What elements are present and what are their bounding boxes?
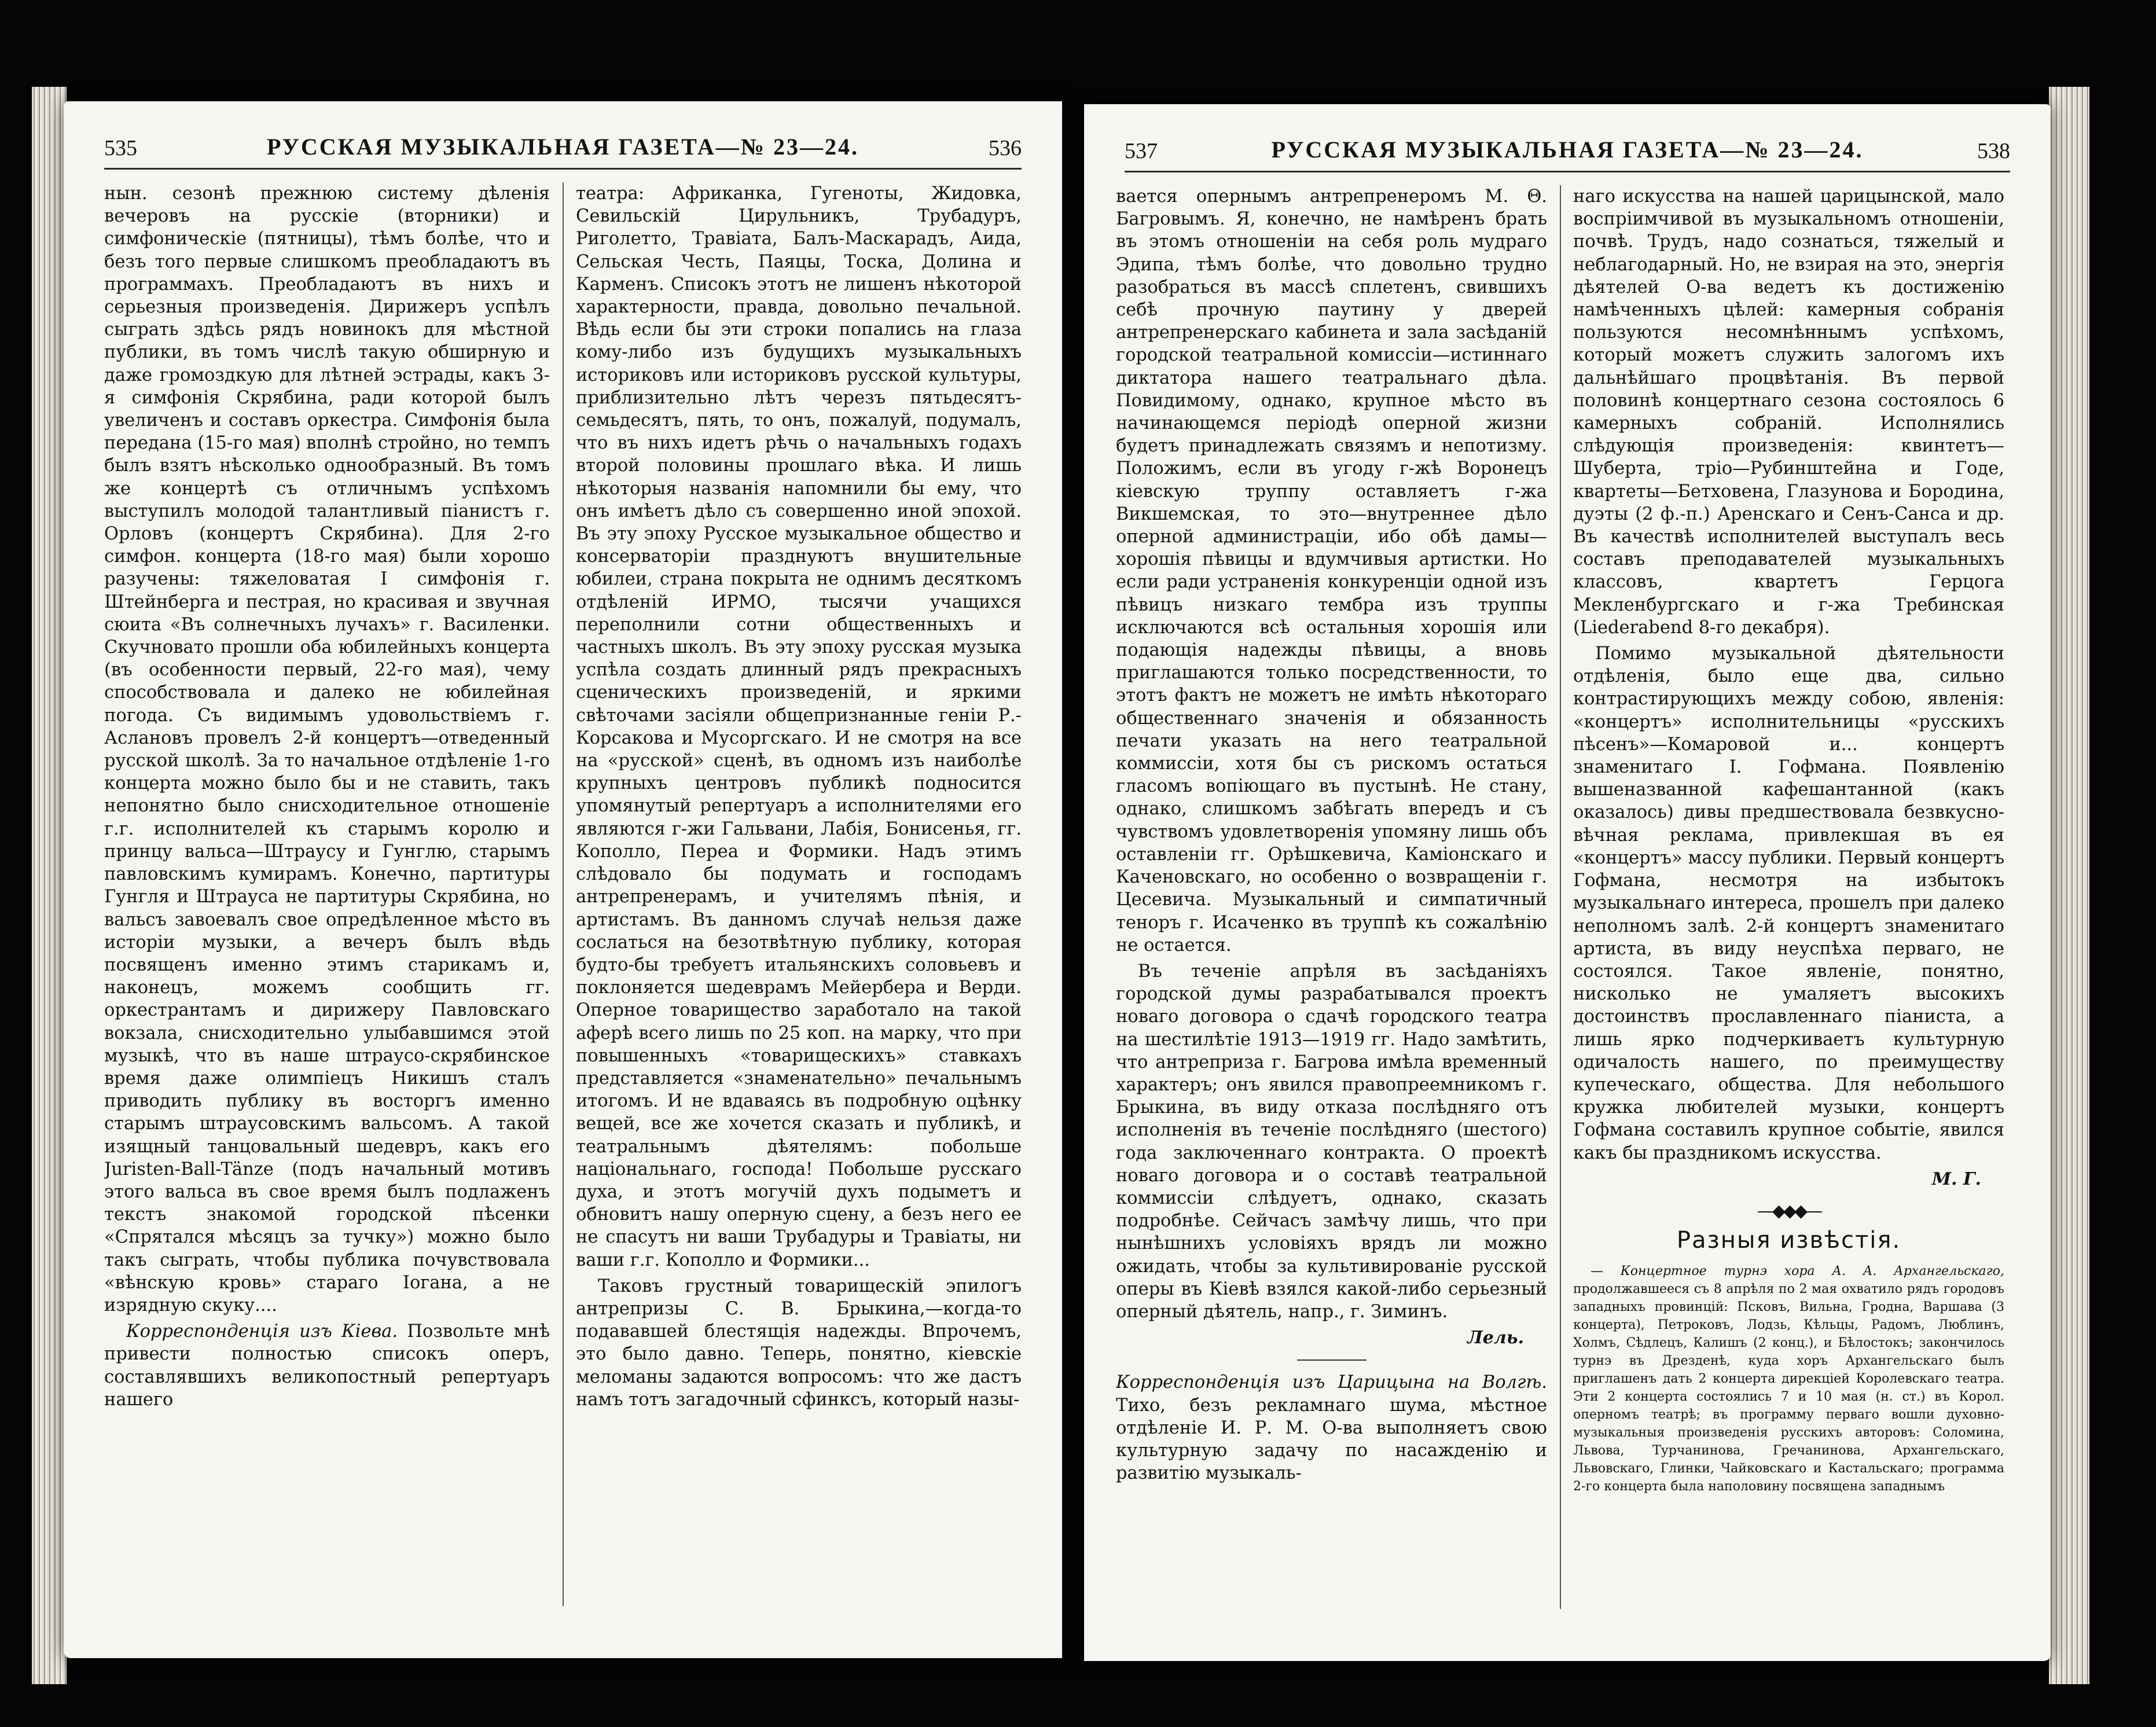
paragraph: Помимо музыкальной дѣятельности отдѣленія, было еще два, сильно контрастирующихъ между собою, явленія: «концертъ» исполнительницы «русскихъ пѣсенъ»—Комаровой и... концертъ знаменитаго І. Гофмана. Появленію вышеназванной кафешантанной (какъ оказалось) дивы предшествовала безвкусно-вѣчная реклама, привлекшая въ ея «концертъ» массу публики. Первый концертъ Гофмана, несмотря на избытокъ музыкальнаго интереса, прошелъ при далеко неполномъ залѣ. 2-й концертъ знаменитаго артиста, въ виду неуспѣха перваго, не состоялся. Такое явленіе, понятно, нисколько не умаляетъ высокихъ достоинствъ прославленнаго піаниста, а лишь ярко подчеркиваетъ культурную одичалость нашего, по преимуществу купеческаго, общества. Для небольшого кружка любителей музыки, концертъ Гофмана составилъ крупное событіе, явился какъ бы праздникомъ искусства. bbox=[1573, 644, 2004, 1163]
paragraph: вается опернымъ антрепренеромъ М. Θ. Багровымъ. Я, конечно, не намѣренъ брать въ этомъ отношеніи на себя роль мудраго Эдипа, тѣмъ болѣе, что довольно трудно разобраться въ массѣ сплетенъ, свившихъ себѣ прочную паутину у дверей антрепренерскаго кабинета и зала засѣданій городской театральной комиссіи—истиннаго диктатора нашего театральнаго дѣла. Повидимому, однако, крупное мѣсто въ начинающемся періодѣ оперной жизни будетъ принадлежать связямъ и непотизму. Положимъ, если въ угоду г-жѣ Воронецъ кіевскую труппу оставляетъ г-жа Викшемская, то это—внутреннее дѣло оперной администраціи, ибо обѣ дамы—хорошія пѣвицы и вдумчивыя артистки. Но если ради устраненія конкуренціи одной изъ пѣвицъ низкаго тембра изъ труппы исключаются всѣ остальныя хорошія или подающія надежды пѣвицы, а вновь приглашаются только посредственности, то этотъ фактъ не можетъ не имѣть нѣкотораго общественнаго значенія и обязанность печати указать на него театральной коммиссіи, хотя бы съ рискомъ остаться гласомъ вопіющаго въ пустынѣ. Не стану, однако, слишкомъ забѣгать впередъ и съ чувствомъ удовлетворенія упомяну лишь объ оставленіи гг. Орѣшкевича, Каміонскаго и Каченовскаго, но особенно о возвращеніи г. Цесевича. Музыкальный и симпатичный теноръ г. Исаченко въ труппѣ къ сожалѣнію не остается. bbox=[1116, 186, 1547, 956]
right-page-edge bbox=[2049, 87, 2089, 1684]
section-rule bbox=[1297, 1359, 1367, 1361]
column-3 bbox=[1116, 185, 1547, 1621]
masthead: РУССКАЯ МУЗЫКАЛЬНАЯ ГАЗЕТА—№ 23—24. bbox=[1271, 137, 1864, 163]
paragraph: Таковъ грустный товарищескій эпилогъ антрепризы С. В. Брыкина,—когда-то подававшей блестящія надежды. Впрочемъ, это было давно. Теперь, понятно, кіевскіе меломаны задаются вопросомъ: что же дастъ намъ тотъ загадочный сфинксъ, который назы- bbox=[576, 1276, 1022, 1410]
column-1 bbox=[104, 182, 550, 1618]
left-page-edge bbox=[32, 87, 67, 1684]
section-title: Разныя извѣстія. bbox=[1676, 1227, 1901, 1254]
news-block bbox=[1573, 1262, 2004, 1495]
paragraph: Въ теченіе апрѣля въ засѣданіяхъ городской думы разрабатывался проектъ новаго договора о сдачѣ городского театра на шестилѣтіе 1913—1919 гг. Надо замѣтить, что антреприза г. Багрова имѣла временный характеръ; онъ явился правопреемникомъ г. Брыкина, въ виду отказа послѣдняго отъ исполненія въ теченіе послѣдняго (шестого) года заключеннаго контракта. О проектѣ новаго договора и о составѣ театральной коммиссіи слѣдуетъ, однако, сказать подробнѣе. Сейчасъ замѣчу лишь, что при нынѣшнихъ условіяхъ врядъ ли можно ожидать, чтобы за культивированіе русской оперы въ Кіевѣ взялся какой-либо серьезный оперный дѣятель, напр., г. Зиминъ. bbox=[1116, 961, 1547, 1322]
column-divider bbox=[1560, 185, 1561, 1609]
page-number: 538 bbox=[1977, 139, 2010, 163]
column-2 bbox=[576, 182, 1022, 1618]
right-page bbox=[1084, 104, 2051, 1661]
correspondence-title: Корреспонденція изъ Царицына на Волгѣ. bbox=[1116, 1372, 1547, 1393]
news-text: продолжавшееся съ 8 апрѣля по 2 мая охватило рядъ городовъ западныхъ провинцій: Псковъ, Вильна, Гродна, Варшава (3 концерта), Петроковъ, Лодзь, Кѣльцы, Радомъ, Люблинъ, Холмъ, Сѣдлецъ, Калишъ (2 конц.), и Бѣлостокъ; закончилось турнэ въ Дрезденѣ, куда хоръ Архангельскаго былъ приглашенъ дать 2 концерта дирекціей Королевскаго театра. Эти 2 концерта состоялись 7 и 10 мая (н. ст.) въ Корол. оперномъ театрѣ; въ программу перваго вошли духовно-музыкальныя произведенія русскихъ авторовъ: Соломина, Львова, Турчанинова, Гречанинова, Архангельскаго, Львовскаго, Глинки, Чайковскаго и Кастальскаго; программа 2-го концерта была наполовину посвящена западнымъ bbox=[1573, 1282, 2004, 1494]
signature: М. Г. bbox=[1931, 1169, 1981, 1189]
news-item bbox=[1573, 1262, 2004, 1495]
left-page bbox=[64, 101, 1062, 1658]
signature: Лель. bbox=[1467, 1328, 1524, 1348]
paragraph bbox=[104, 1320, 550, 1411]
correspondence-title: Корреспонденція изъ Кіева. bbox=[126, 1321, 398, 1342]
ornament-divider: —◆◆◆— bbox=[1757, 1200, 1821, 1221]
paragraph-text: Позвольте мнѣ привести полностью списокъ оперъ, составлявшихъ великопостный репертуаръ нашего bbox=[104, 1321, 550, 1410]
paragraph-text: Тихо, безъ рекламнаго шума, мѣстное отдѣленіе И. Р. М. О-ва выполняетъ свою культурную задачу по насажденію и развитію музыкаль- bbox=[1116, 1395, 1547, 1484]
column-divider bbox=[563, 182, 564, 1606]
column-4 bbox=[1573, 185, 2004, 1621]
page-header bbox=[104, 133, 1022, 170]
page-number: 536 bbox=[989, 136, 1022, 160]
page-header bbox=[1125, 136, 2010, 172]
news-lead: — Концертное турнэ хора А. А. Архангельскаго, bbox=[1591, 1264, 2004, 1279]
paragraph: театра: Африканка, Гугеноты, Жидовка, Севильскій Цирульникъ, Трубадуръ, Риголетто, Травіата, Балъ-Маскарадъ, Аида, Сельская Честь, Паяцы, Тоска, Долина и Карменъ. Списокъ этотъ не лишенъ нѣкоторой характерности, правда, довольно печальной. Вѣдь если бы эти строки попались на глаза кому-либо изъ будущихъ музыкальныхъ историковъ или историковъ русской культуры, приблизительно лѣтъ черезъ пятьдесятъ-семьдесятъ, пять, то онъ, пожалуй, подумалъ, что въ нихъ идетъ рѣчь о начальныхъ годахъ второй половины прошлаго вѣка. И лишь нѣкоторыя названія напомнили бы ему, что онъ имѣетъ дѣло съ совершенно иной эпохой. Въ эту эпоху Русское музыкальное общество и консерваторіи празднуютъ внушительные юбилеи, страна покрыта не однимъ десяткомъ отдѣленій ИРМО, тысячи учащихся переполнили сотни общественныхъ и частныхъ школъ. Въ эту эпоху русская музыка успѣла создать длинный рядъ прекрасныхъ сценическихъ произведеній, и яркими свѣточами засіяли общепризнанные геніи Р.-Корсакова и Мусоргскаго. И не смотря на все на «русской» сценѣ, въ одномъ изъ наиболѣе крупныхъ центровъ публикѣ подносится упомянутый репертуаръ а исполнителями его являются г-жи Гальвани, Лабія, Бонисенья, гг. Кополло, Переа и Формики. Надъ этимъ слѣдовало бы подумать и господамъ антрепренерамъ, и учителямъ пѣнія, и артистамъ. Въ данномъ случаѣ нельзя даже сослаться на безотвѣтную публику, которая будто-бы требуетъ итальянскихъ соловьевъ и поклоняется шедеврамъ Мейербера и Верди. Оперное товарищество заработало на такой аферѣ всего лишь по 25 коп. на марку, что при повышенныхъ «товарищескихъ» ставкахъ представляется «знаменательно» печальнымъ итогомъ. И не вдаваясь въ подробную оцѣнку вещей, все же хочется сказать и публикѣ, и театральнымъ дѣятелямъ: побольше національнаго, господа! Побольше русскаго духа, и этотъ могучій духъ подыметъ и обновитъ нашу оперную сцену, а безъ него ее не спасутъ ни ваши Трубадуры и Травіаты, ни ваши г.г. Кополло и Формики... bbox=[576, 183, 1022, 1270]
paragraph: наго искусства на нашей царицынской, мало воспріимчивой въ музыкальномъ отношеніи, почвѣ. Трудъ, надо сознаться, тяжелый и неблагодарный. Но, не взирая на это, энергія дѣятелей О-ва ведетъ къ достиженію намѣченныхъ цѣлей: камерныя собранія пользуются несомнѣннымъ успѣхомъ, который можетъ служить залогомъ ихъ дальнѣйшаго процвѣтанія. Въ первой половинѣ концертнаго сезона состоялось 6 камерныхъ собраній. Исполнялись слѣдующія произведенія: квинтетъ—Шуберта, тріо—Рубинштейна и Годе, квартеты—Бетховена, Глазунова и Бородина, дуэты (2 ф.-п.) Аренскаго и Сенъ-Санса и др. Въ качествѣ исполнителей выступалъ весь составъ преподавателей музыкальныхъ классовъ, квартетъ Герцога Мекленбургскаго и г-жа Требинская (Liederabend 8-го декабря). bbox=[1573, 186, 2004, 638]
paragraph: нын. сезонѣ прежнюю систему дѣленія вечеровъ на русскіе (вторники) и симфоническіе (пятницы), тѣмъ болѣе, что и безъ того первые слишкомъ преобладаютъ въ программахъ. Преобладаютъ въ нихъ и серьезныя произведенія. Дирижеръ успѣлъ сыграть здѣсь рядъ новинокъ для мѣстной публики, въ томъ числѣ такую обширную и даже громоздкую для лѣтней эстрады, какъ 3-я симфонія Скрябина, ради которой былъ увеличенъ и составъ оркестра. Симфонія была передана (15-го мая) вполнѣ стройно, но темпъ былъ взятъ нѣсколько однообразный. Въ томъ же концертѣ съ отличнымъ успѣхомъ выступилъ молодой талантливый піанистъ г. Орловъ (концертъ Скрябина). Для 2-го симфон. концерта (18-го мая) были хорошо разучены: тяжеловатая I симфонія г. Штейнберга и пестрая, но красивая и звучная сюита «Въ солнечныхъ лучахъ» г. Василенки. Скучновато прошли оба юбилейныхъ концерта (въ особенности первый, 22-го мая), чему способствовала и далеко не юбилейная погода. Съ видимымъ удовольствіемъ г. Аслановъ провелъ 2-й концертъ—отведенный русской школѣ. За то начальное отдѣленіе 1-го концерта можно было бы и не ставить, такъ непонятно было снисходительное отношеніе г.г. исполнителей къ старымъ королю и принцу вальса—Штраусу и Гунглю, старымъ павловскимъ кумирамъ. Конечно, партитуры Гунгля и Штрауса не партитуры Скрябина, но вальсъ завоевалъ свое опредѣленное мѣсто въ исторіи музыки, а вечеръ былъ вѣдь посвященъ именно этимъ старикамъ и, наконецъ, можемъ сообщить гг. оркестрантамъ и дирижеру Павловскаго вокзала, снисходительно улыбавшимся этой музыкѣ, что въ наше штраусо-скрябинское время даже олимпіецъ Никишъ сталъ приводить публику въ восторгъ именно старымъ штраусовскимъ вальсомъ. А такой изящный танцовальный шедевръ, какъ его Juristen-Ball-Tänze (подъ начальный мотивъ этого вальса въ свое время былъ подлаженъ текстъ знакомой городской пѣсенки «Спрятался мѣсяцъ за тучку») можно было такъ сыграть, чтобы публика почувствовала «вѣнскую кровь» стараго Іогана, а не изрядную скуку.... bbox=[104, 183, 550, 1316]
masthead: РУССКАЯ МУЗЫКАЛЬНАЯ ГАЗЕТА—№ 23—24. bbox=[267, 134, 859, 160]
paragraph bbox=[1116, 1371, 1547, 1485]
page-number: 535 bbox=[104, 136, 137, 160]
page-number: 537 bbox=[1125, 139, 1158, 163]
